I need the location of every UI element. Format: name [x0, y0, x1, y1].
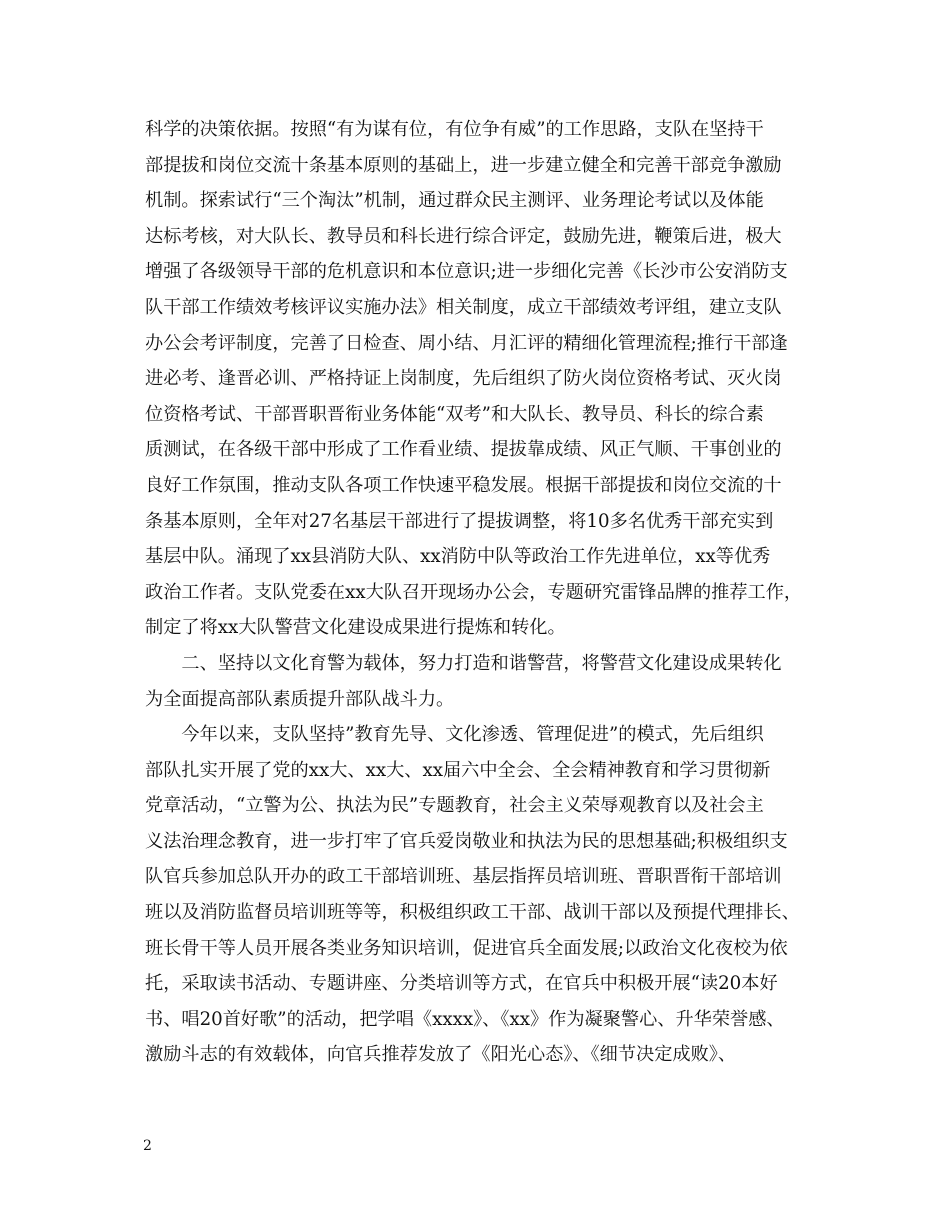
text-line: 义法治理念教育，进一步打牢了官兵爱岗敬业和执法为民的思想基础;积极组织支 — [145, 830, 788, 852]
text-line: 部提拔和岗位交流十条基本原则的基础上，进一步建立健全和完善干部竞争激励 — [145, 154, 782, 176]
text-line: 托，采取读书活动、专题讲座、分类培训等方式，在官兵中积极开展“读20本好 — [145, 973, 778, 995]
text-line: 位资格考试、干部晋职晋衔业务体能“双考”和大队长、教导员、科长的综合素 — [145, 403, 764, 425]
text-line: 增强了各级领导干部的危机意识和本位意识;进一步细化完善《长沙市公安消防支 — [145, 261, 788, 283]
text-line: 政治工作者。支队党委在xx大队召开现场办公会，专题研究雷锋品牌的推荐工作， — [145, 581, 803, 603]
text-line: 进必考、逢晋必训、严格持证上岗制度，先后组织了防火岗位资格考试、灭火岗 — [145, 368, 782, 390]
text-line: 条基本原则，全年对27名基层干部进行了提拔调整，将10多名优秀干部充实到 — [145, 510, 774, 532]
text-line: 基层中队。涌现了xx县消防大队、xx消防中队等政治工作先进单位，xx等优秀 — [145, 546, 771, 568]
text-line: 制定了将xx大队警营文化建设成果进行提炼和转化。 — [145, 617, 566, 639]
page-number: 2 — [143, 1138, 152, 1154]
text-line: 达标考核，对大队长、教导员和科长进行综合评定，鼓励先进，鞭策后进，极大 — [145, 225, 782, 247]
text-line: 机制。探索试行“三个淘汰”机制，通过群众民主测评、业务理论考试以及体能 — [145, 190, 764, 212]
text-line: 今年以来，支队坚持”教育先导、文化渗透、管理促进”的模式，先后组织 — [145, 724, 764, 746]
text-line: 队官兵参加总队开办的政工干部培训班、基层指挥员培训班、晋职晋衔干部培训 — [145, 866, 782, 888]
text-line: 队干部工作绩效考核评议实施办法》相关制度，成立干部绩效考评组，建立支队 — [145, 296, 782, 318]
text-line: 良好工作氛围，推动支队各项工作快速平稳发展。根据干部提拔和岗位交流的十 — [145, 474, 782, 496]
text-line: 科学的决策依据。按照“有为谋有位，有位争有威”的工作思路，支队在坚持干 — [145, 119, 764, 140]
text-line: 质测试，在各级干部中形成了工作看业绩、提拔靠成绩、风正气顺、干事创业的 — [145, 439, 782, 461]
text-line: 部队扎实开展了党的xx大、xx大、xx届六中全会、全会精神教育和学习贯彻新 — [145, 759, 771, 781]
text-line: 班以及消防监督员培训班等等，积极组织政工干部、战训干部以及预提代理排长、 — [145, 902, 800, 924]
section-heading-line: 二、坚持以文化育警为载体，努力打造和谐警营，将警营文化建设成果转化 — [145, 652, 782, 674]
body-text — [145, 112, 825, 1073]
section-heading-line: 为全面提高部队素质提升部队战斗力。 — [145, 688, 455, 710]
text-line: 党章活动，“立警为公、执法为民”专题教育，社会主义荣辱观教育以及社会主 — [145, 795, 764, 817]
text-line: 书、唱20首好歌”的活动，把学唱《xxxx》、《xx》作为凝聚警心、升华荣誉感、 — [145, 1008, 785, 1030]
text-line: 激励斗志的有效载体，向官兵推荐发放了《阳光心态》、《细节决定成败》、 — [145, 1044, 737, 1066]
text-line: 班长骨干等人员开展各类业务知识培训，促进官兵全面发展;以政治文化夜校为依 — [145, 937, 788, 959]
text-line: 办公会考评制度，完善了日检查、周小结、月汇评的精细化管理流程;推行干部逢 — [145, 332, 788, 354]
